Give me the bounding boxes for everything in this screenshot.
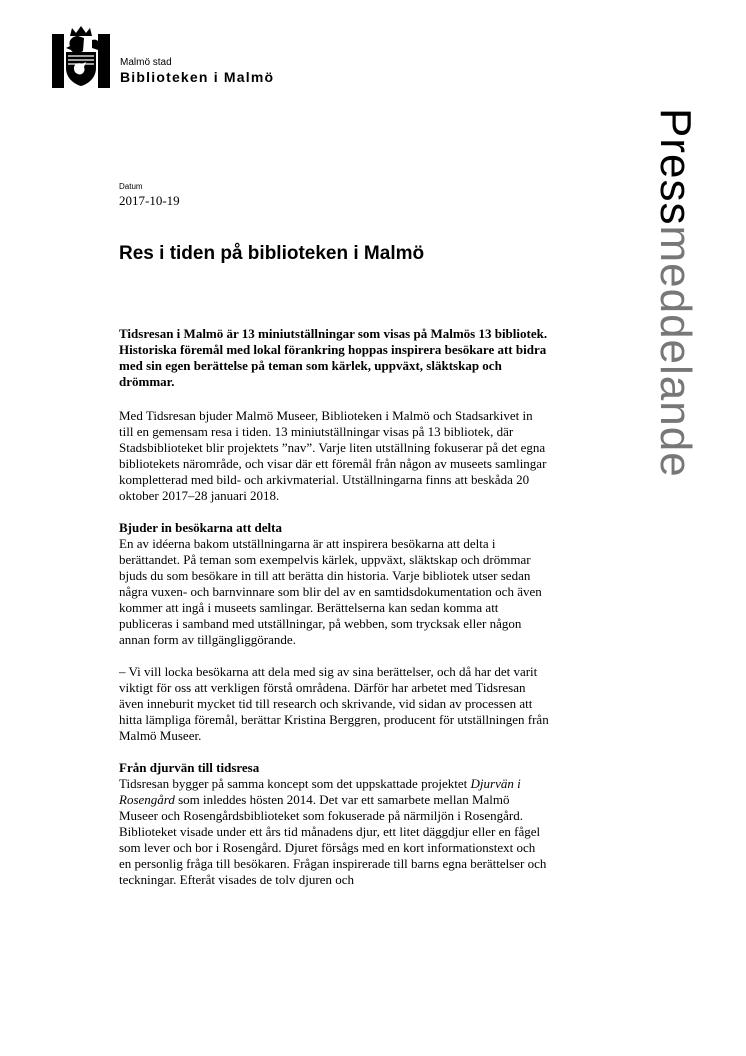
- malmo-griffin-icon: [52, 24, 110, 88]
- project-name-italic: Djurvän i Rosengård: [119, 776, 521, 807]
- section-text-history: [119, 776, 549, 888]
- quote-paragraph: – Vi vill locka besökarna att dela med sig av sina berättelser, och då har det varit viktigt för oss att verkligen förstå områdena. Därför har arbetet med Tidsresan även inneburit mycket tid till research och skrivande, vid sidan av processen att hitta lämpliga föremål, berättar Kristina Berggren, producent för utställningen från Malmö Museer.: [119, 664, 549, 743]
- section-heading-participation: Bjuder in besökarna att delta: [119, 520, 282, 535]
- organization-name: [120, 57, 274, 86]
- date-block: [119, 182, 180, 209]
- org-department: Biblioteken i Malmö: [120, 69, 275, 85]
- article-body: [119, 326, 549, 888]
- pressmeddelande-vertical-label: [650, 108, 700, 478]
- lead-paragraph: Tidsresan i Malmö är 13 miniutställningar som visas på Malmös 13 bibliotek. Historiska föremål med lokal förankring hoppas inspirera besökare att bidra med sin egen berättelse på teman som kärlek, uppväxt, släktskap och drömmar.: [119, 326, 548, 389]
- section-heading-history: Från djurvän till tidsresa: [119, 760, 260, 775]
- intro-paragraph: Med Tidsresan bjuder Malmö Museer, Biblioteken i Malmö och Stadsarkivet in till en gemensam resa i tiden. 13 miniutställningar visas på 13 bibliotek, där Stadsbiblioteket blir projektets ”nav”. Varje liten utställning fokuserar på det egna bibliotekets närområde, och visar där ett föremål från någon av museets samlingar kompletterad med bild- och arkivmaterial. Utställningarna finns att beskåda 20 oktober 2017–28 januari 2018.: [119, 408, 547, 503]
- vertical-label-meddelande: meddelande: [651, 225, 700, 478]
- history-text-end: som inleddes hösten 2014. Det var ett samarbete mellan Malmö Museer och Rosengårdsbiblioteket som fokuserade på närmiljön i Rosengård. Biblioteket visade under ett års tid månadens djur, ett litet däggdjur eller en fågel som lever och bor i Rosengård. Djuret försågs med en kort informationstext och en personlig fråga till besökaren. Frågan inspirerade till barns egna berättelser och teckningar. Efteråt visades de tolv djuren och: [119, 792, 547, 887]
- org-city: Malmö stad: [120, 57, 172, 68]
- section-text-participation: En av idéerna bakom utställningarna är att inspirera besökarna att delta i berättandet. På teman som exempelvis kärlek, uppväxt, släktskap och drömmar bjuds du som besökare in till att berätta din historia. Varje bibliotek utser sedan några vuxen- och barnvinnare som blir del av en samtidsdokumentation och även kommer att ingå i museets samlingar. Berättelserna kan sedan komma att publiceras i samband med utställningar, på webben, som trycksak eller någon annan form av tillgängliggörande.: [119, 536, 542, 647]
- history-text-start: Tidsresan bygger på samma koncept som det uppskattade projektet: [119, 776, 471, 791]
- city-logo: [52, 24, 110, 88]
- page-title: Res i tiden på biblioteken i Malmö: [119, 243, 425, 264]
- date-value: 2017-10-19: [119, 193, 180, 208]
- date-label: Datum: [119, 182, 143, 191]
- vertical-label-press: Press: [651, 108, 700, 226]
